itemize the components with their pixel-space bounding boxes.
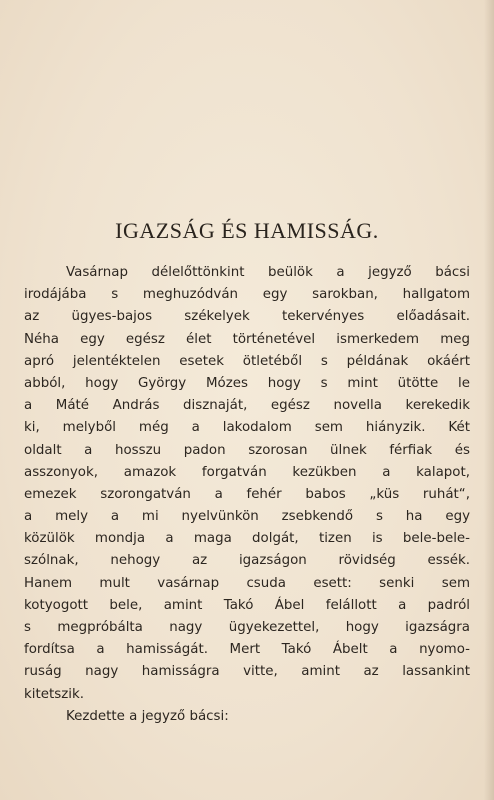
page-edge-shadow bbox=[484, 0, 494, 800]
text-line: Néha egy egész élet történetével ismerkedem meg bbox=[24, 331, 470, 347]
text-line: Kezdette a jegyző bácsi: bbox=[66, 708, 229, 724]
text-line: kotyogott bele, amint Takó Ábel felállott a padról bbox=[24, 597, 470, 613]
text-line: szólnak, nehogy az igazságon rövidség essék. bbox=[24, 553, 470, 569]
text-line: asszonyok, amazok forgatván kezükben a kalapot, bbox=[24, 464, 470, 480]
text-line: a Máté András disznaját, egész novella kerekedik bbox=[24, 398, 470, 414]
text-line: közülök mondja a maga dolgát, tizen is bele-bele- bbox=[24, 531, 470, 547]
text-line: Vasárnap délelőttönkint beülök a jegyző bácsi bbox=[66, 265, 470, 280]
text-line: abból, hogy György Mózes hogy s mint ütötte le bbox=[24, 375, 470, 391]
text-line: a mely a mi nyelvünkön zsebkendő s ha egy bbox=[24, 509, 470, 525]
text-line: s megpróbálta nagy ügyekezettel, hogy igazságra bbox=[24, 620, 470, 635]
text-line: kitetszik. bbox=[24, 686, 84, 702]
body-text bbox=[24, 262, 470, 728]
text-line: Hanem mult vasárnap csuda esett: senki sem bbox=[24, 575, 470, 591]
text-line: oldalt a hosszu padon szorosan ülnek férfiak és bbox=[24, 442, 470, 458]
text-line: irodájába s meghuzódván egy sarokban, hallgatom bbox=[24, 287, 470, 303]
text-line: az ügyes-bajos székelyek tekervényes előadásait. bbox=[24, 309, 470, 325]
text-line: emezek szorongatván a fehér babos „küs ruhát“, bbox=[24, 486, 470, 502]
text-line: ruság nagy hamisságra vitte, amint az lassankint bbox=[24, 664, 470, 680]
chapter-title: IGAZSÁG ÉS HAMISSÁG. bbox=[115, 218, 379, 243]
text-line: fordítsa a hamisságát. Mert Takó Ábelt a nyomo- bbox=[24, 642, 470, 658]
text-line: apró jelentéktelen esetek ötletéből s példának okáért bbox=[24, 353, 470, 369]
text-line: ki, melyből még a lakodalom sem hiányzik. Két bbox=[24, 420, 470, 436]
